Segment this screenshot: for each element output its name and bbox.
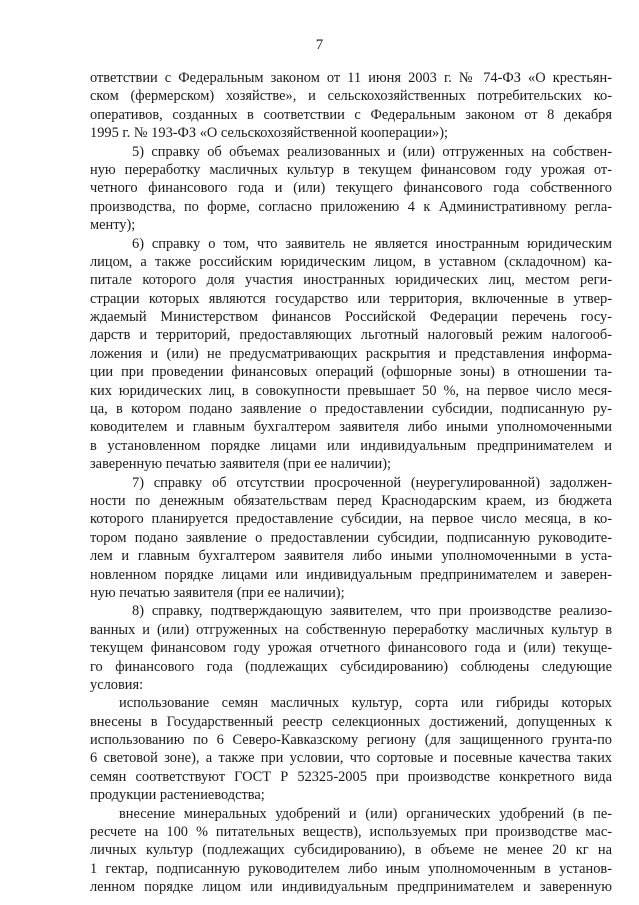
text-line: ца, в котором подано заявление о предоставлении субсидии, подписанную ру- [90, 401, 612, 418]
page-number: 7 [315, 37, 324, 53]
text-line: ложения и (или) не предусматривающих раскрытия и представления информа- [90, 345, 612, 362]
text-line: использование семян масличных культур, сорта или гибриды которых [119, 695, 612, 712]
text-line: ких юридических лиц, в совокупности превышает 50 %, на первое число меся- [90, 382, 612, 399]
text-line: ную печатью заявителя (при ее наличии); [90, 584, 345, 601]
text-line: четного финансового года и (или) текущего финансового года собственного [90, 180, 612, 197]
text-line: внесение минеральных удобрений и (или) органических удобрений (в пе- [119, 805, 612, 822]
text-line: ответствии с Федеральным законом от 11 июня 2003 г. № 74-ФЗ «О крестьян- [90, 70, 612, 86]
text-line: го финансового года (подлежащих субсидированию) соблюдены следующие [90, 658, 612, 675]
text-line: лем и главным бухгалтером заявителя либо иными уполномоченными в уста- [90, 548, 612, 565]
text-line: ленном порядке лицом или индивидуальным предпринимателем и заверенную [90, 879, 612, 896]
text-line: новленном порядке лицами или индивидуальным предпринимателем и заверен- [90, 566, 612, 583]
text-line: личных культур (подлежащих субсидированию), в объеме не менее 20 кг на [90, 842, 612, 859]
text-line: ванных и (или) отгруженных на собственную переработку масличных культур в [90, 621, 612, 638]
text-line: 5) справку об объемах реализованных и (или) отгруженных на собствен- [132, 143, 612, 160]
text-line: страции которых являются государство или территория, включенные в утвер- [90, 290, 612, 307]
text-line: которого планируется предоставление субсидии, на первое число месяца, в ко- [90, 511, 612, 528]
text-line: лицом, а также российским юридическим лицом, в уставном (складочном) ка- [90, 253, 612, 270]
text-line: производства, по форме, согласно приложению 4 к Административному регла- [90, 198, 612, 215]
text-line: 7) справку об отсутствии просроченной (неурегулированной) задолжен- [132, 474, 612, 491]
text-line: продукции растениеводства; [90, 787, 265, 804]
text-line: ководителем и главным бухгалтером заявителя либо иными уполномоченными [90, 419, 612, 436]
text-line: дарств и территорий, предоставляющих льготный налоговый режим налогооб- [90, 327, 612, 344]
text-line: ресчете на 100 % питательных веществ), используемых при производстве мас- [90, 824, 612, 841]
text-line: тором подано заявление о предоставлении субсидии, подписанную руководите- [90, 529, 612, 546]
text-line: ную переработку масличных культур в текущем финансовом году урожая от- [90, 161, 612, 178]
text-line: 1 гектар, подписанную руководителем либо иным уполномоченным в установ- [90, 860, 612, 877]
text-line: внесены в Государственный реестр селекционных достижений, допущенных к [90, 713, 612, 730]
text-line: условия: [90, 676, 144, 693]
text-line: ском (фермерском) хозяйстве», и сельскохозяйственных потребительских ко- [90, 88, 612, 105]
text-line: использованию по 6 Северо-Кавказскому региону (для защищенного грунта-по [90, 732, 612, 749]
text-line: 1995 г. № 193-ФЗ «О сельскохозяйственной кооперации»); [90, 125, 449, 142]
text-line: 8) справку, подтверждающую заявителем, что при производстве реализо- [132, 603, 612, 620]
document-body [90, 69, 612, 897]
text-line: ности по денежным обязательствам перед Краснодарским краем, из бюджета [90, 492, 612, 509]
text-line: менту); [90, 217, 136, 234]
text-line: питале которого доля участия иностранных юридических лиц, местом реги- [90, 272, 612, 289]
text-line: в установленном порядке лицами или индивидуальным предпринимателем и [90, 437, 612, 454]
text-line: 6) справку о том, что заявитель не является иностранным юридическим [132, 235, 612, 252]
text-line: 6 световой зоне), а также при условии, что сортовые и посевные качества таких [90, 750, 612, 767]
text-line: текущем финансовом году урожая отчетного финансового года и (или) текуще- [90, 640, 612, 657]
text-line: ции при проведении финансовых операций (офшорные зоны) в отношении та- [90, 364, 612, 381]
text-line: заверенную печатью заявителя (при ее наличии); [90, 456, 392, 473]
text-line: оперативов, созданных в соответствии с Федеральным законом от 8 декабря [90, 106, 612, 123]
text-line: семян соответствуют ГОСТ Р 52325-2005 при производстве конкретного вида [90, 768, 612, 785]
text-line: ждаемый Министерством финансов Российской Федерации перечень госу- [90, 309, 612, 326]
